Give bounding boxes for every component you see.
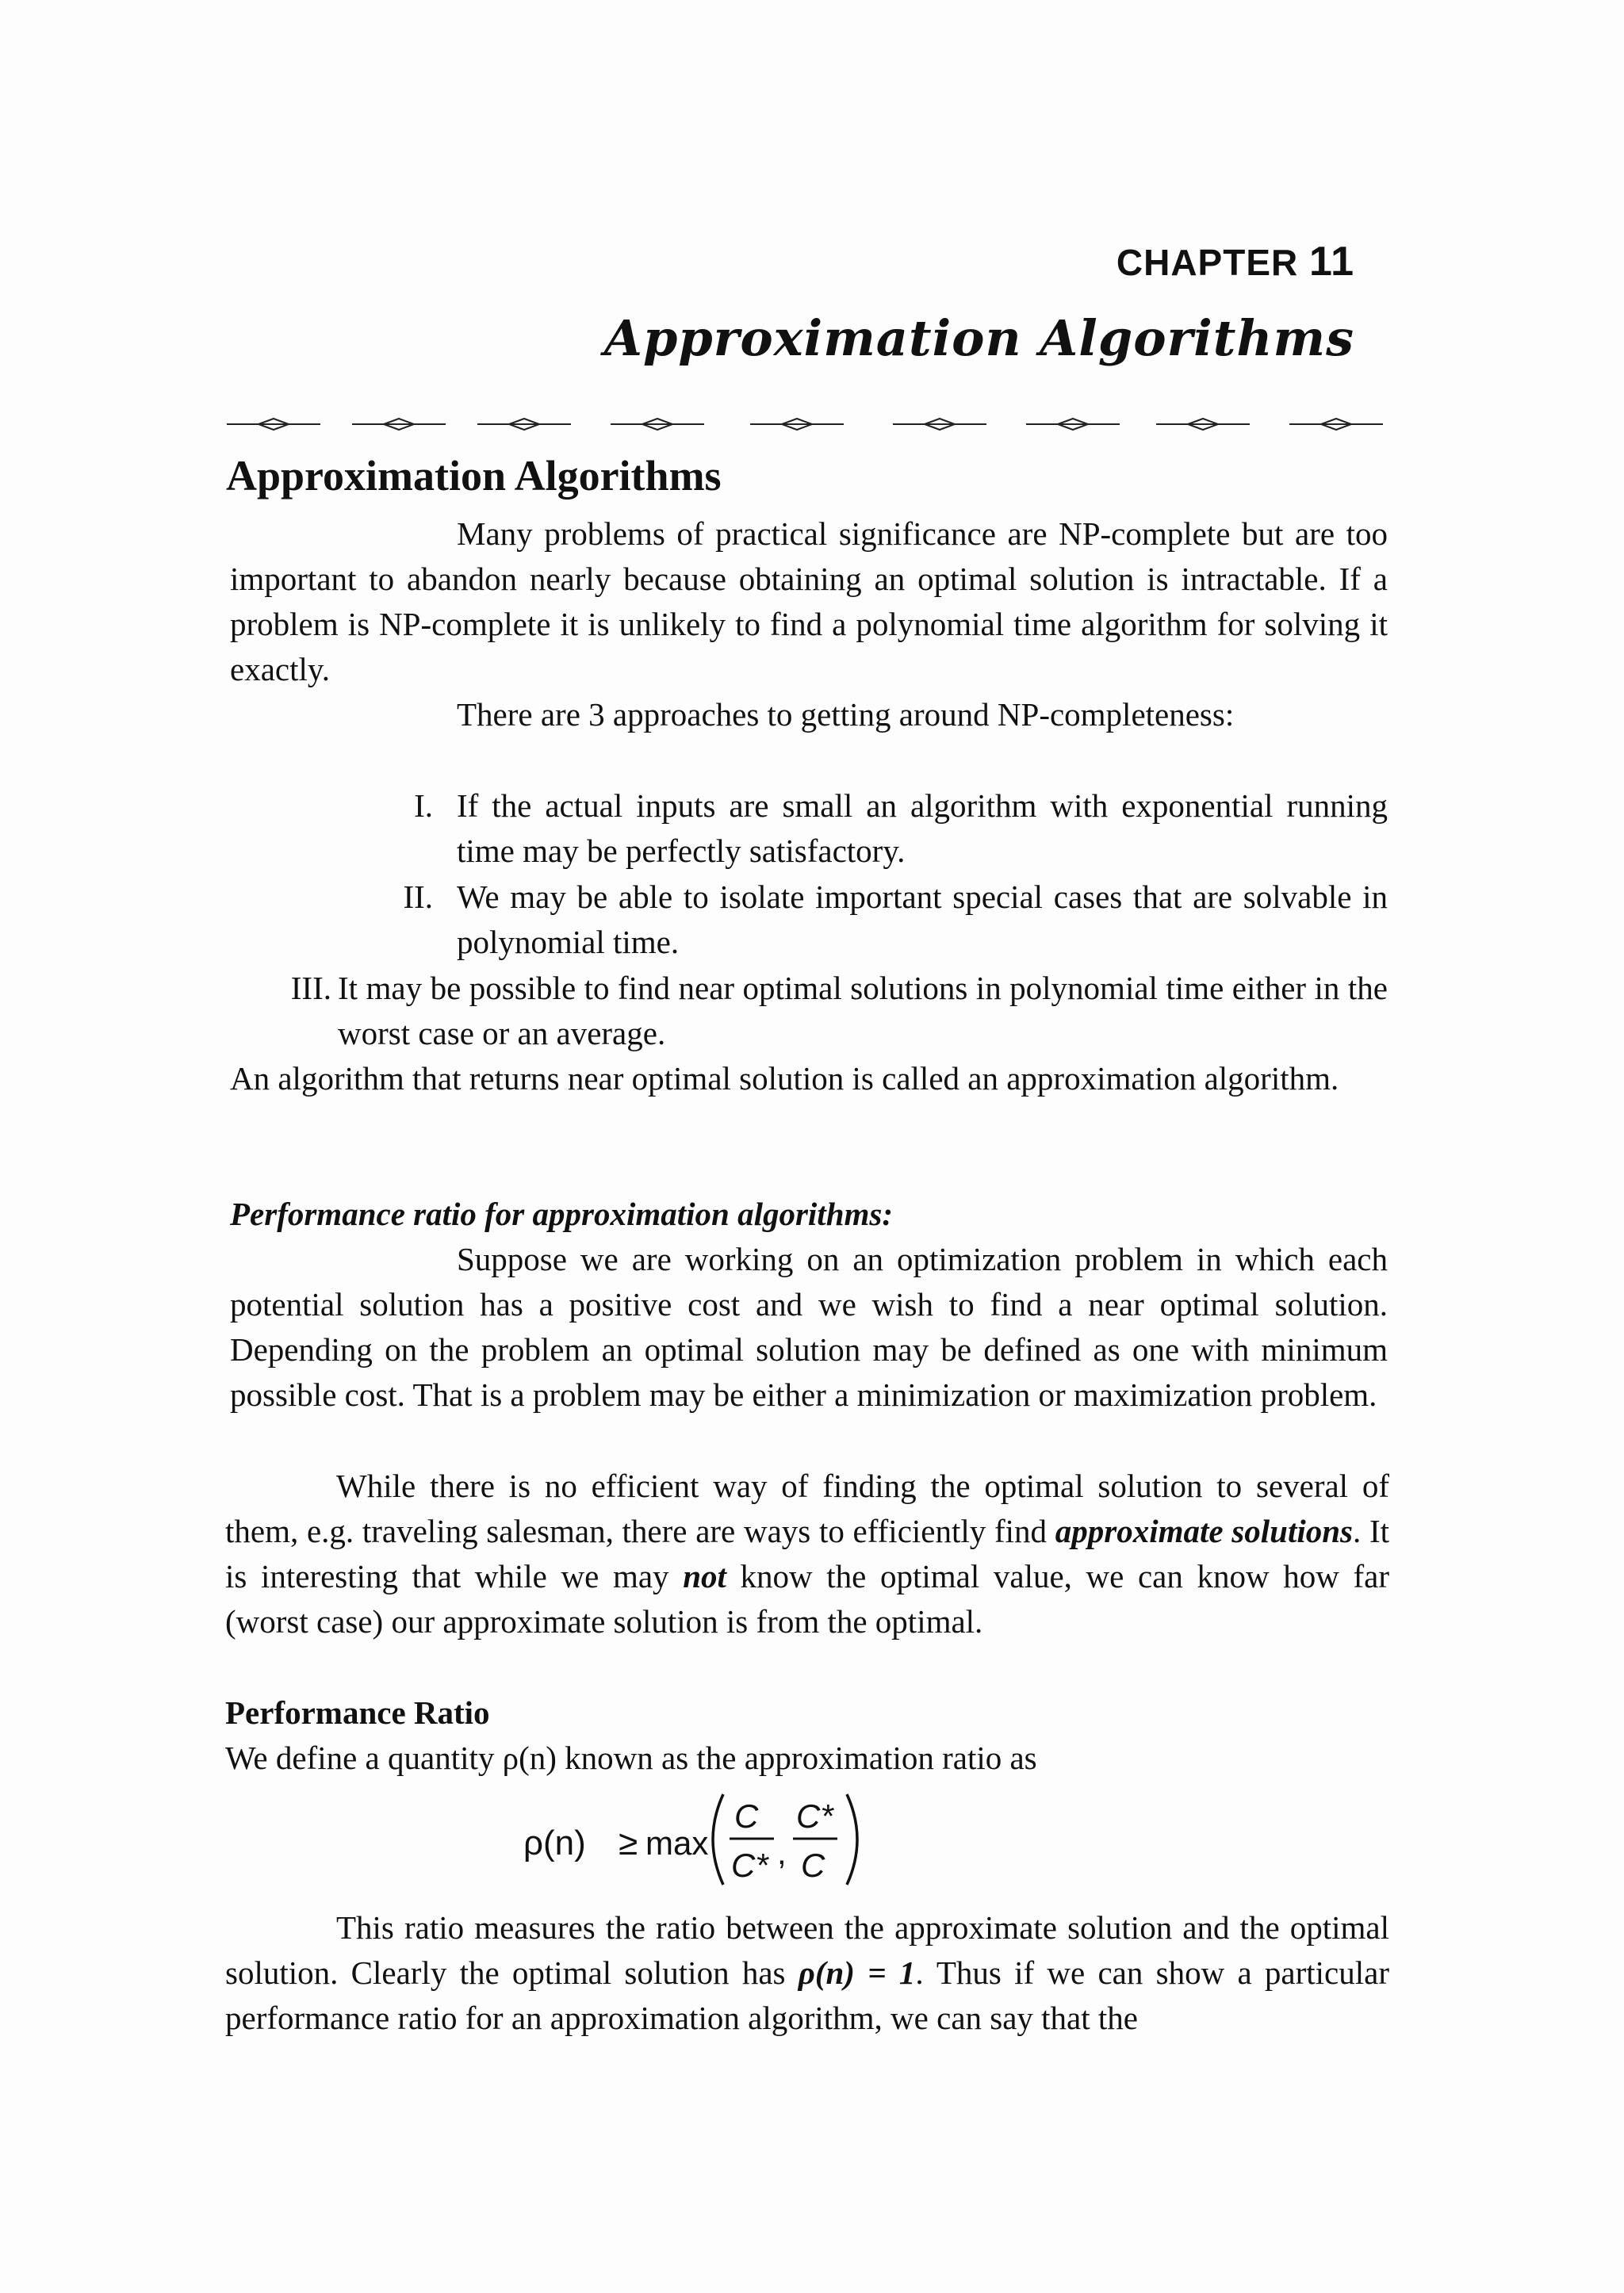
list-item-text: If the actual inputs are small an algorithm with exponential running time may be perfectly satisfactory. xyxy=(457,787,1388,869)
text-run: . Thus if we can show a particular performance ratio for an approximation algorithm, we can say that the xyxy=(225,1954,1389,2036)
list-item xyxy=(403,875,1388,965)
chapter-title: Approximation Algorithms xyxy=(603,309,1354,367)
approximation-ratio-formula xyxy=(523,1788,872,1891)
subheading-performance-ratio: Performance ratio for approximation algorithms: xyxy=(230,1196,893,1232)
ornament-diamond xyxy=(227,419,320,430)
formula-geq: ≥ xyxy=(619,1824,638,1862)
ratio-intro: We define a quantity ρ(n) known as the approximation ratio as xyxy=(225,1740,1037,1776)
subheading-ratio: Performance Ratio xyxy=(225,1694,490,1731)
ornament-divider xyxy=(227,412,1385,436)
intro-paragraph-2: There are 3 approaches to getting around NP-completeness: xyxy=(457,696,1235,733)
list-item-number: III. xyxy=(290,970,331,1006)
formula-frac2-num: C* xyxy=(796,1797,833,1835)
formula-frac1-num: C xyxy=(734,1797,759,1835)
text-run: While there is no efficient way of finding the optimal solution to several of them, e.g. traveling salesman, there are ways to efficiently find xyxy=(225,1468,1389,1549)
ornament-diamond xyxy=(893,419,986,430)
list-item xyxy=(414,783,1388,874)
ornament-diamond xyxy=(1156,419,1250,430)
chapter-label-text: CHAPTER xyxy=(1116,242,1299,283)
ornament-diamond xyxy=(750,419,844,430)
ornament-diamond xyxy=(1026,419,1120,430)
formula-comma: , xyxy=(777,1834,787,1871)
ornament-diamond xyxy=(1289,419,1383,430)
formula-max: max xyxy=(645,1824,709,1862)
list-item-number: I. xyxy=(414,787,433,824)
text-run: know the optimal value, we can know how far (worst case) our approximate solution is from the optimal. xyxy=(225,1558,1390,1640)
ornament-diamond xyxy=(611,419,704,430)
formula-frac1-den: C* xyxy=(731,1847,768,1884)
intro-paragraph-1: Many problems of practical significance are NP-complete but are too important to abandon nearly because obtaining an optimal solution is intractable. If a problem is NP-complete it is unlikely to find a polynomial time algorithm for solving it exactly. xyxy=(230,515,1388,687)
emphasis-rho-equals-one: ρ(n) = 1 xyxy=(798,1954,916,1991)
list-item-text: We may be able to isolate important special cases that are solvable in polynomial time. xyxy=(457,879,1388,960)
ornament-diamond xyxy=(352,419,446,430)
formula-right-paren xyxy=(847,1794,857,1885)
emphasis-not: not xyxy=(683,1558,726,1594)
list-item-text: It may be possible to find near optimal solutions in polynomial time either in the worst case or an average. xyxy=(338,970,1388,1051)
performance-paragraph-2 xyxy=(225,1464,1389,1644)
text-run: This ratio measures the ratio between the approximate solution and the optimal solution. Clearly the optimal solution has xyxy=(225,1909,1389,1991)
section-heading: Approximation Algorithms xyxy=(226,452,722,500)
chapter-number: 11 xyxy=(1309,239,1354,285)
definition-paragraph: An algorithm that returns near optimal solution is called an approximation algorithm. xyxy=(230,1060,1339,1097)
performance-paragraph-1: Suppose we are working on an optimization problem in which each potential solution has a positive cost and we wish to find a near optimal solution. Depending on the problem an optimal solution may be defined as one with minimum possible cost. That is a problem may be either a minimization or maximization problem. xyxy=(230,1241,1388,1413)
list-item xyxy=(290,966,1388,1056)
list-item-number: II. xyxy=(403,879,433,915)
emphasis-approximate-solutions: approximate solutions xyxy=(1055,1513,1353,1549)
formula-frac2-den: C xyxy=(801,1847,825,1884)
formula-lhs-rho: ρ(n) xyxy=(523,1824,586,1862)
ornament-diamond xyxy=(477,419,571,430)
text-run: . It is interesting that while we may xyxy=(225,1513,1389,1594)
ratio-paragraph xyxy=(225,1905,1389,2041)
formula-left-paren xyxy=(713,1794,723,1885)
chapter-label xyxy=(1116,238,1354,285)
